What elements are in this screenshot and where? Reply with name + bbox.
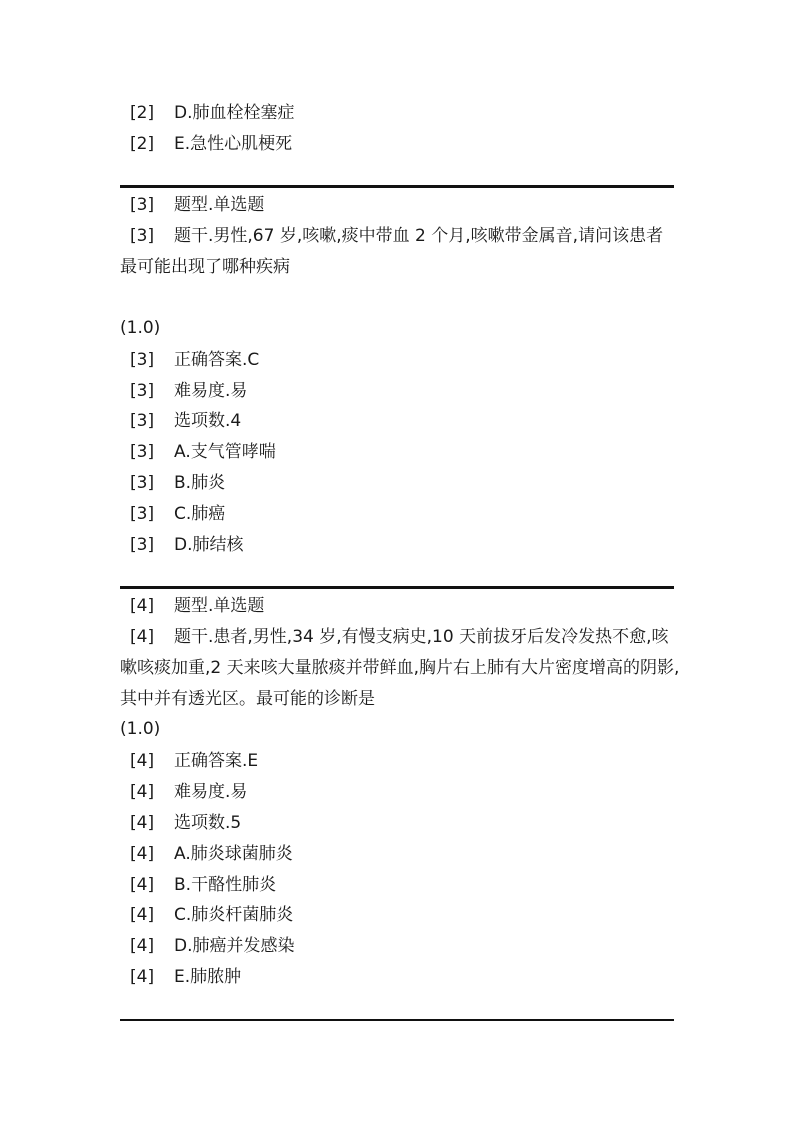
option-text: C.肺炎杆菌肺炎 [174,905,294,925]
section-divider [120,1019,674,1021]
q3-option-d [130,534,244,556]
option-text: D.肺血栓栓塞症 [174,103,295,123]
q4-stem [120,622,680,715]
q3-score: (1.0) [120,318,161,338]
difficulty: 难易度.易 [174,381,248,401]
q3-tag: [3] [130,504,155,524]
difficulty: 难易度.易 [174,782,248,802]
q4-tag: [4] [130,905,155,925]
option-text: A.支气管哮喘 [174,442,276,462]
q4-tag: [4] [130,813,155,833]
q4-tag: [4] [130,596,155,616]
option-text: C.肺癌 [174,504,226,524]
q4-tag: [4] [130,875,155,895]
q4-tag: [4] [130,844,155,864]
q4-score: (1.0) [120,719,161,739]
q3-tag: [3] [130,350,155,370]
option-text: B.干酪性肺炎 [174,875,277,895]
q3-type [130,194,264,216]
q3-tag: [3] [130,473,155,493]
q4-type [130,595,264,617]
q4-option-count [130,812,241,834]
q4-difficulty [130,781,247,803]
q2-tag: [2] [130,103,155,123]
q4-option-b [130,874,276,896]
q3-option-count [130,410,241,432]
option-text: E.肺脓肿 [174,967,242,987]
q3-answer [130,349,259,371]
q3-tag: [3] [130,411,155,431]
q3-tag: [3] [130,381,155,401]
q2-option-e [130,133,292,155]
correct-answer: 正确答案.C [174,350,260,370]
q3-tag: [3] [130,195,155,215]
option-text: E.急性心肌梗死 [174,134,293,154]
section-divider [120,586,674,589]
q3-option-c [130,503,225,525]
section-divider [120,185,674,188]
option-text: B.肺炎 [174,473,226,493]
q4-option-a [130,843,293,865]
q4-tag: [4] [130,627,155,647]
q2-tag: [2] [130,134,155,154]
question-type: 题型.单选题 [174,596,265,616]
correct-answer: 正确答案.E [174,751,259,771]
q3-tag: [3] [130,226,155,246]
q3-tag: [3] [130,535,155,555]
q4-tag: [4] [130,936,155,956]
q4-tag: [4] [130,967,155,987]
q4-option-e [130,966,241,988]
q4-option-c [130,904,293,926]
q3-tag: [3] [130,442,155,462]
q4-answer [130,750,258,772]
q3-difficulty [130,380,247,402]
q4-tag: [4] [130,751,155,771]
option-text: D.肺结核 [174,535,244,555]
option-count: 选项数.5 [174,813,242,833]
q2-option-d [130,102,295,124]
q4-tag: [4] [130,782,155,802]
q3-stem [120,221,680,283]
q3-option-a [130,441,276,463]
question-stem: 题干.男性,67 岁,咳嗽,痰中带血 2 个月,咳嗽带金属音,请问该患者最可能出现了哪种疾病 [120,226,664,277]
question-type: 题型.单选题 [174,195,265,215]
option-count: 选项数.4 [174,411,242,431]
option-text: D.肺癌并发感染 [174,936,295,956]
question-stem: 题干.患者,男性,34 岁,有慢支病史,10 天前拔牙后发冷发热不愈,咳嗽咳痰加重,2 天来咳大量脓痰并带鲜血,胸片右上肺有大片密度增高的阴影,其中并有透光区。最可能的诊断是 [120,627,680,709]
q4-option-d [130,935,295,957]
q3-option-b [130,472,225,494]
option-text: A.肺炎球菌肺炎 [174,844,293,864]
